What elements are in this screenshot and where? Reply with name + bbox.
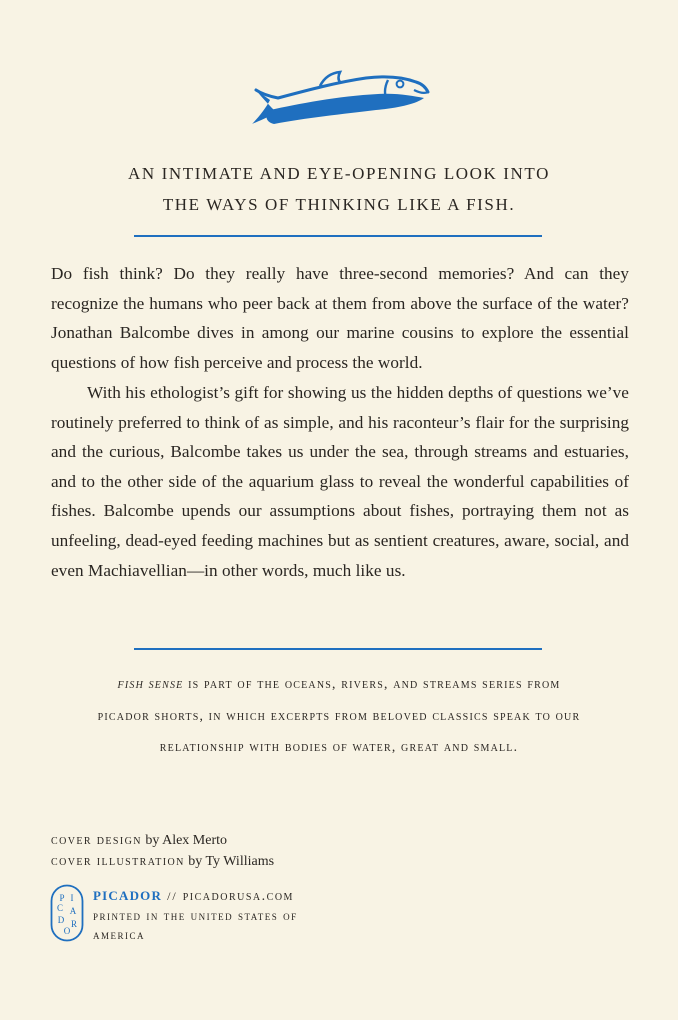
description-paragraph-2: With his ethologist’s gift for showing us the hidden depths of questions we’ve routinely preferred to think of as simple, and his raconteur’s flair for the surprising and the curious, Balcombe takes us under the sea, through streams and estuaries, and to the other side of the aquarium glass to reveal the wonderful capabilities of fishes. Balcombe upends our assumptions about fishes, portraying them not as unfeeling, dead-eyed feeding machines but as sentient creatures, aware, social, and even Machiavellian—in other words, much like us. bbox=[51, 382, 629, 580]
svg-text:C: C bbox=[56, 903, 64, 913]
series-line-1-text: is part of the oceans, rivers, and streams series from bbox=[183, 676, 561, 691]
svg-text:I: I bbox=[70, 893, 74, 903]
printed-in-line-1: printed in the united states of bbox=[93, 908, 298, 923]
cover-design-name: by Alex Merto bbox=[141, 833, 228, 848]
picador-logo-icon bbox=[50, 884, 84, 942]
fish-illustration bbox=[248, 68, 430, 128]
svg-text:O: O bbox=[63, 926, 71, 936]
cover-illustration-name: by Ty Williams bbox=[184, 854, 275, 869]
divider-top bbox=[134, 235, 542, 237]
headline-line-2: THE WAYS OF THINKING LIKE A FISH. bbox=[162, 195, 516, 214]
series-note bbox=[30, 668, 648, 763]
description bbox=[51, 259, 629, 585]
svg-text:A: A bbox=[69, 906, 77, 916]
printed-in-line-2: america bbox=[93, 927, 146, 942]
picador-logo bbox=[50, 884, 84, 942]
cover-illustration-label: cover illustration bbox=[51, 854, 185, 869]
publisher-brand-row bbox=[93, 886, 298, 906]
publisher-brand: PICADOR bbox=[93, 888, 163, 903]
svg-text:P: P bbox=[59, 893, 65, 903]
headline-line-1: AN INTIMATE AND EYE-OPENING LOOK INTO bbox=[128, 164, 550, 183]
svg-text:D: D bbox=[57, 915, 65, 925]
headline bbox=[0, 158, 678, 220]
cover-illustration-credit bbox=[51, 851, 274, 872]
series-line-1 bbox=[30, 668, 648, 700]
series-line-3: relationship with bodies of water, great and small. bbox=[159, 739, 519, 754]
description-paragraph-1: Do fish think? Do they really have three-second memories? And can they recognize the humans who peer back at them from above the surface of the water? Jonathan Balcombe dives in among our marine cousins to explore the essential questions of how fish perceive and process the world. bbox=[51, 264, 629, 372]
cover-design-label: cover design bbox=[51, 833, 142, 848]
credits bbox=[51, 830, 274, 872]
divider-bottom bbox=[134, 648, 542, 650]
fish-icon bbox=[248, 68, 430, 128]
book-title: fish sense bbox=[117, 676, 184, 691]
cover-design-credit bbox=[51, 830, 274, 851]
publisher-url[interactable]: picadorusa.com bbox=[182, 889, 294, 904]
publisher-info bbox=[93, 886, 298, 944]
series-line-2: picador shorts, in which excerpts from beloved classics speak to our bbox=[97, 707, 581, 723]
brand-separator: // bbox=[162, 889, 183, 903]
svg-text:R: R bbox=[70, 919, 78, 929]
